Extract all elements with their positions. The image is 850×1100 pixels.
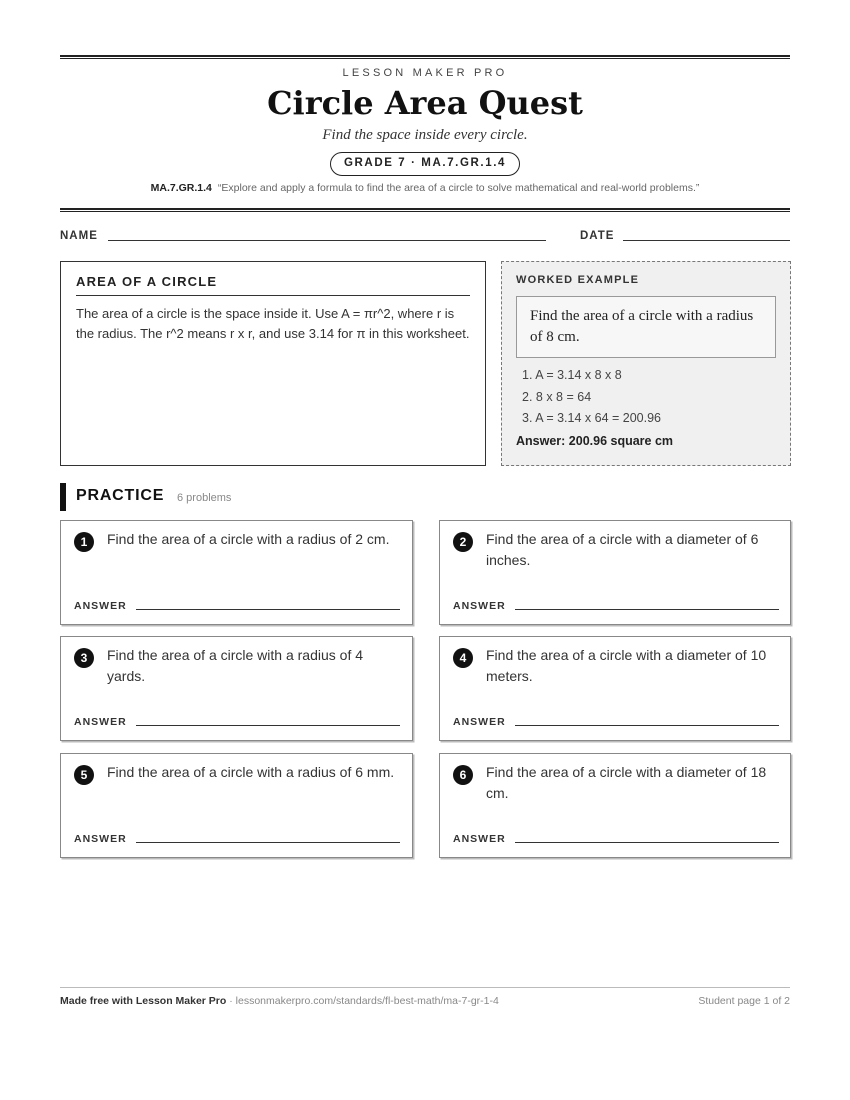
problem-text: Find the area of a circle with a radius of 4 yards. bbox=[107, 647, 364, 684]
answer-field[interactable] bbox=[515, 725, 779, 726]
answer-field[interactable] bbox=[515, 609, 779, 610]
footer-url[interactable]: lessonmakerpro.com/standards/fl-best-math/ma-7-gr-1-4 bbox=[235, 995, 499, 1007]
concept-box bbox=[60, 261, 486, 466]
concept-text: The area of a circle is the space inside it. Use A = πr^2, where r is the radius. The r^2 means r x r, and use 3.14 for π in this worksheet. bbox=[76, 306, 470, 341]
answer-label: ANSWER bbox=[74, 833, 127, 845]
date-field[interactable] bbox=[623, 240, 790, 241]
problem-card-4 bbox=[439, 636, 791, 741]
worksheet-subtitle: Find the space inside every circle. bbox=[322, 127, 528, 143]
problem-card-6 bbox=[439, 753, 791, 858]
answer-label: ANSWER bbox=[74, 716, 127, 728]
worked-example-heading: WORKED EXAMPLE bbox=[516, 274, 640, 286]
header-top-rule bbox=[60, 55, 790, 59]
problem-number: 6 bbox=[453, 765, 473, 785]
problem-text: Find the area of a circle with a diameter of 6 inches. bbox=[486, 531, 759, 568]
answer-field[interactable] bbox=[136, 842, 400, 843]
date-label: DATE bbox=[580, 230, 615, 242]
standard-description bbox=[60, 182, 790, 194]
problem-number: 2 bbox=[453, 532, 473, 552]
worksheet-page bbox=[60, 0, 790, 1100]
problem-card-3 bbox=[60, 636, 413, 741]
standard-code: MA.7.GR.1.4 bbox=[150, 182, 212, 194]
answer-field[interactable] bbox=[136, 609, 400, 610]
practice-heading: PRACTICE bbox=[76, 487, 165, 504]
footer-separator: · bbox=[226, 995, 236, 1007]
answer-label: ANSWER bbox=[453, 716, 506, 728]
answer-label: ANSWER bbox=[453, 600, 506, 612]
footer-page-number: Student page 1 of 2 bbox=[698, 995, 790, 1007]
footer-made-with: Made free with Lesson Maker Pro bbox=[60, 995, 227, 1007]
worked-example-prompt: Find the area of a circle with a radius of 8 cm. bbox=[516, 296, 776, 358]
practice-accent-bar bbox=[60, 483, 66, 511]
problem-card-5 bbox=[60, 753, 413, 858]
worked-example-step: 2. 8 x 8 = 64 bbox=[522, 389, 592, 404]
problem-text: Find the area of a circle with a radius of 2 cm. bbox=[107, 531, 390, 547]
name-label: NAME bbox=[60, 230, 98, 242]
answer-field[interactable] bbox=[515, 842, 779, 843]
footer-credit bbox=[60, 995, 499, 1007]
worked-example-step: 3. A = 3.14 x 64 = 200.96 bbox=[522, 411, 662, 425]
problem-text: Find the area of a circle with a radius of 6 mm. bbox=[107, 764, 395, 780]
worked-example-step: 1. A = 3.14 x 8 x 8 bbox=[522, 368, 622, 382]
practice-count: 6 problems bbox=[177, 492, 232, 504]
answer-label: ANSWER bbox=[74, 600, 127, 612]
problem-number: 1 bbox=[74, 532, 94, 552]
problem-number: 5 bbox=[74, 765, 94, 785]
header-bottom-rule bbox=[60, 208, 790, 212]
brand-label: LESSON MAKER PRO bbox=[342, 67, 508, 79]
standard-text: “Explore and apply a formula to find the area of a circle to solve mathematical and real-world problems.” bbox=[217, 182, 700, 194]
worked-example-answer: Answer: 200.96 square cm bbox=[516, 433, 674, 448]
worked-example-box bbox=[501, 261, 791, 466]
problem-number: 4 bbox=[453, 648, 473, 668]
grade-badge: GRADE 7 · MA.7.GR.1.4 bbox=[330, 152, 520, 176]
worked-example-steps bbox=[516, 365, 776, 430]
name-field[interactable] bbox=[108, 240, 546, 241]
problem-card-2 bbox=[439, 520, 791, 625]
problem-number: 3 bbox=[74, 648, 94, 668]
problem-text: Find the area of a circle with a diameter of 10 meters. bbox=[486, 647, 767, 684]
answer-field[interactable] bbox=[136, 725, 400, 726]
concept-heading: AREA OF A CIRCLE bbox=[76, 274, 470, 296]
footer-rule bbox=[60, 987, 790, 988]
worksheet-title: Circle Area Quest bbox=[267, 84, 583, 122]
problem-card-1 bbox=[60, 520, 413, 625]
problem-text: Find the area of a circle with a diameter of 18 cm. bbox=[486, 764, 767, 801]
answer-label: ANSWER bbox=[453, 833, 506, 845]
